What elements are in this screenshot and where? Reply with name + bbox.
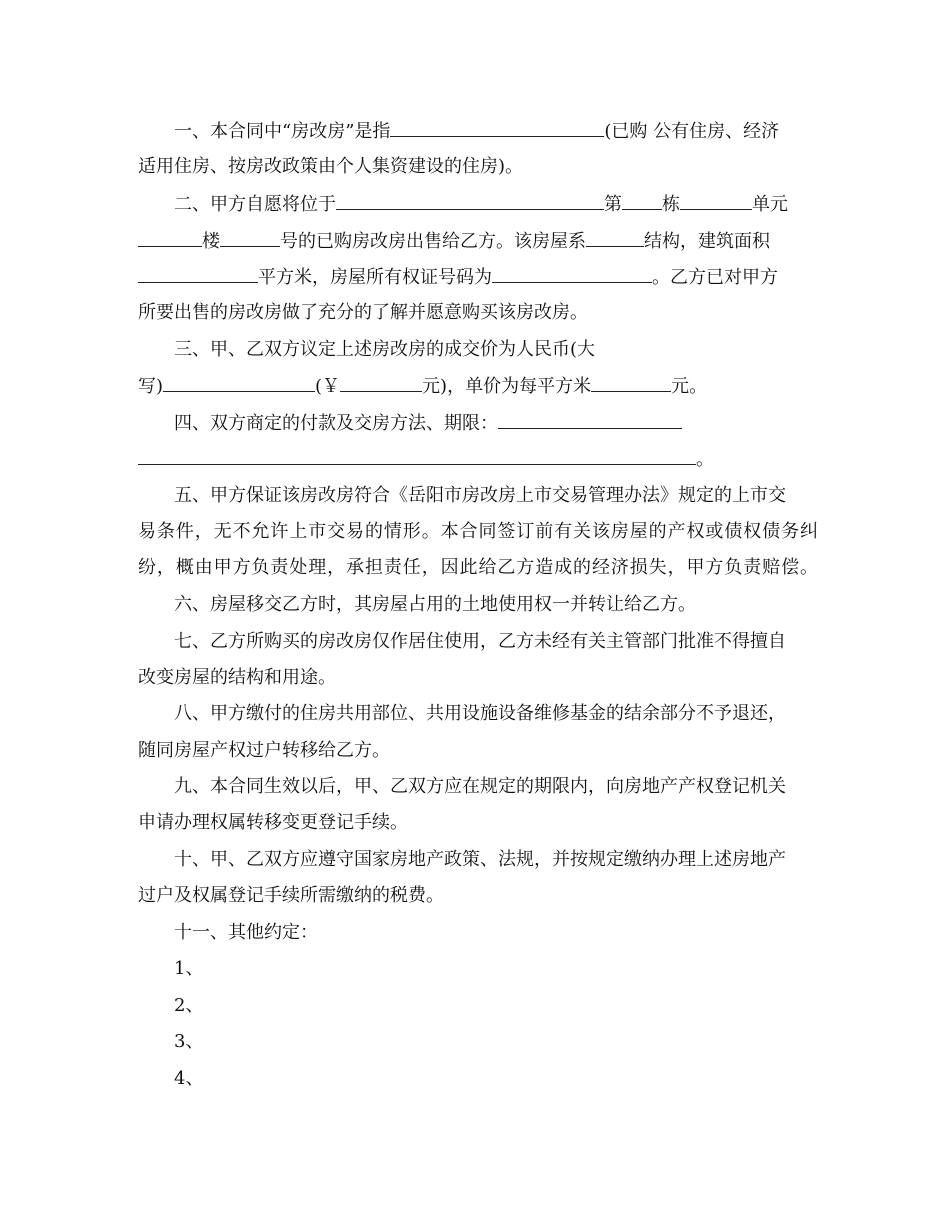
blank-payment-terms[interactable] xyxy=(498,411,682,429)
list-item: 3、 xyxy=(174,1031,204,1052)
clause-2-line-4: 所要出售的房改房做了充分的了解并愿意购买该房改房。 xyxy=(138,302,588,323)
blank-building[interactable] xyxy=(622,192,662,210)
clause-8-line-1: 八、甲方缴付的住房共用部位、共用设施设备维修基金的结余部分不予退还， xyxy=(174,703,786,724)
clause-7-line-2: 改变房屋的结构和用途。 xyxy=(138,667,336,688)
clause-3-line-1: 三、甲、乙双方议定上述房改房的成交价为人民币(大 xyxy=(174,339,596,360)
clause-1-line-2: 适用住房、按房改政策由个人集资建设的住房)。 xyxy=(138,156,524,177)
clause-4-line-1: 四、双方商定的付款及交房方法、期限： xyxy=(174,411,854,436)
list-item: 2、 xyxy=(174,995,204,1016)
blank-price-amount[interactable] xyxy=(340,374,422,392)
clause-2-line-1: 二、甲方自愿将位于 第 栋 单元 xyxy=(174,194,788,215)
blank-structure[interactable] xyxy=(586,229,644,247)
clause-5-line-3: 纷，概由甲方负责处理，承担责任，因此给乙方造成的经济损失，甲方负责赔偿。 xyxy=(138,557,818,578)
clause-2-line-2: 楼 号的已购房改房出售给乙方。该房屋系 结构，建筑面积 xyxy=(138,229,818,254)
clause-2-line-3: 平方米，房屋所有权证号码为 。乙方已对甲方 xyxy=(138,265,818,290)
blank-floor[interactable] xyxy=(138,229,202,247)
blank-area[interactable] xyxy=(138,265,258,283)
clause-9-line-2: 申请办理权属转移变更登记手续。 xyxy=(138,812,408,833)
blank-certificate-number[interactable] xyxy=(492,265,652,283)
blank-unit[interactable] xyxy=(680,192,752,210)
blank-location[interactable] xyxy=(336,192,604,210)
list-item: 4、 xyxy=(174,1068,204,1089)
clause-8-line-2: 随同房屋产权过户转移给乙方。 xyxy=(138,740,390,761)
clause-5-line-1: 五、甲方保证该房改房符合《岳阳市房改房上市交易管理办法》规定的上市交 xyxy=(174,485,786,506)
clause-4-line-2: 。 xyxy=(138,447,818,472)
clause-7-line-1: 七、乙方所购买的房改房仅作居住使用，乙方未经有关主管部门批准不得擅自 xyxy=(174,631,786,652)
clause-10-line-2: 过户及权属登记手续所需缴纳的税费。 xyxy=(138,885,444,906)
clause-6-line-1: 六、房屋移交乙方时，其房屋占用的土地使用权一并转让给乙方。 xyxy=(174,594,696,615)
clause-10-line-1: 十、甲、乙双方应遵守国家房地产政策、法规，并按规定缴纳办理上述房地产 xyxy=(174,849,786,870)
clause-11-heading: 十一、其他约定： xyxy=(174,922,318,943)
clause-1-line-1: 一、本合同中“房改房”是指 (已购 公有住房、经济 xyxy=(174,121,780,142)
clause-3-line-2: 写) (￥ 元)，单价为每平方米 元。 xyxy=(138,376,708,397)
blank-number[interactable] xyxy=(220,229,280,247)
blank-payment-terms-cont[interactable] xyxy=(138,447,696,465)
list-item: 1、 xyxy=(174,958,204,979)
blank-price-words[interactable] xyxy=(163,374,315,392)
blank-unit-price[interactable] xyxy=(591,374,671,392)
clause-9-line-1: 九、本合同生效以后，甲、乙双方应在规定的期限内，向房地产产权登记机关 xyxy=(174,776,786,797)
blank-field[interactable] xyxy=(390,119,604,137)
clause-5-line-2: 易条件，无不允许上市交易的情形。本合同签订前有关该房屋的产权或债权债务纠 xyxy=(138,521,818,542)
